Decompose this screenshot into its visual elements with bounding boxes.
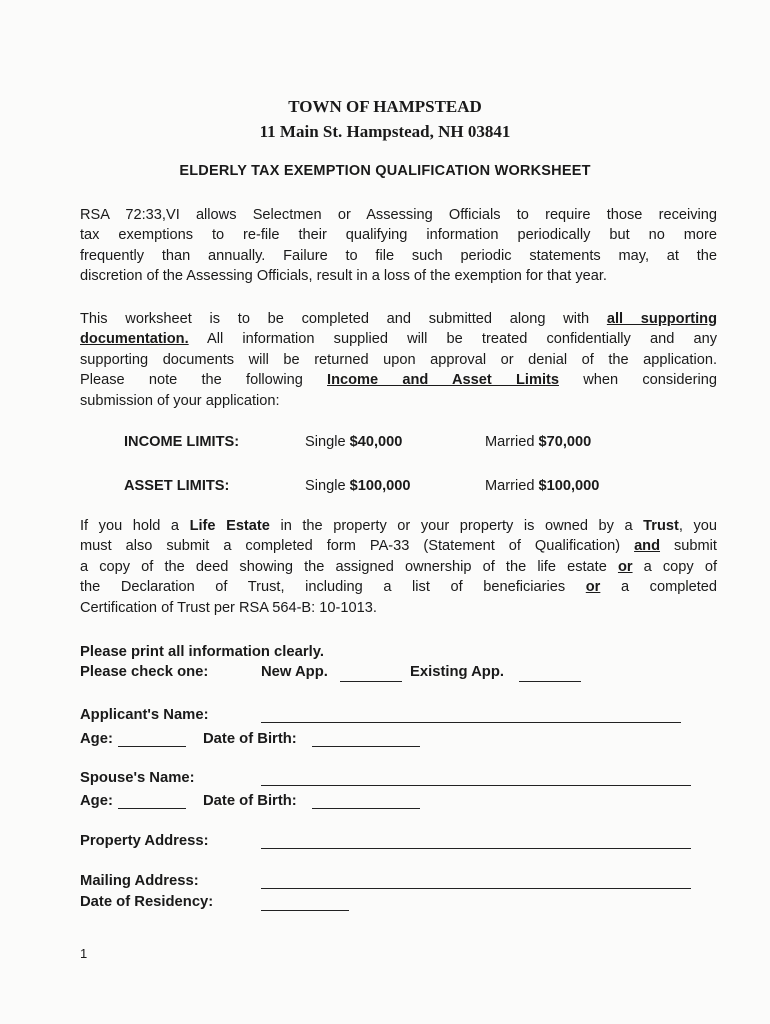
existing-app-checkline[interactable] <box>519 681 581 682</box>
asset-limits-label: ASSET LIMITS: <box>124 478 230 494</box>
property-address-field[interactable] <box>261 848 691 849</box>
intro-paragraph <box>80 205 717 287</box>
income-married: Married $70,000 <box>485 434 592 450</box>
spouse-dob-label: Date of Birth: <box>203 793 297 809</box>
spouse-age-field[interactable] <box>118 808 186 809</box>
new-app-checkline[interactable] <box>340 681 402 682</box>
dob-field[interactable] <box>312 746 420 747</box>
mailing-address-field[interactable] <box>261 888 691 889</box>
date-residency-field[interactable] <box>261 910 349 911</box>
print-notice: Please print all information clearly. <box>80 644 324 660</box>
documentation-emphasis: documentation. <box>80 331 189 348</box>
instructions-paragraph: This worksheet is to be completed and submitted along with all supporting documentation. All information supplied will be treated confidentially and any supporting documents will be returned upon approval or denial of the application. Please note the following Income and Asset Limits when considering submission of your application: <box>80 311 718 409</box>
life-estate-paragraph: If you hold a Life Estate in the property or your property is owned by a Trust, you must also submit a completed form PA-33 (Statement of Qualification) and submit a copy of the deed showing the assigned ownership of the life estate or a copy of the Declaration of Trust, including a list of beneficiaries or a completed Certification of Trust per RSA 564-B: 10-1013. <box>80 518 717 616</box>
town-name: TOWN OF HAMPSTEAD <box>288 97 482 116</box>
intro-line: discretion of the Assessing Officials, result in a loss of the exemption for that year. <box>80 268 607 285</box>
asset-married: Married $100,000 <box>485 478 600 494</box>
spouse-dob-field[interactable] <box>312 808 420 809</box>
asset-single: Single $100,000 <box>305 478 411 494</box>
property-address-label: Property Address: <box>80 833 209 849</box>
spouse-name-label: Spouse's Name: <box>80 770 195 786</box>
form-title: ELDERLY TAX EXEMPTION QUALIFICATION WORKSHEET <box>179 163 591 179</box>
mailing-address-label: Mailing Address: <box>80 873 199 889</box>
age-label: Age: <box>80 731 113 747</box>
new-app-label: New App. <box>261 664 328 680</box>
applicant-name-label: Applicant's Name: <box>80 707 209 723</box>
intro-line: RSA 72:33,VI allows Selectmen or Assessing Officials to require those receiving <box>80 207 717 223</box>
income-single: Single $40,000 <box>305 434 403 450</box>
applicant-name-field[interactable] <box>261 722 681 723</box>
spouse-age-label: Age: <box>80 793 113 809</box>
check-one-label: Please check one: <box>80 664 209 680</box>
dob-label: Date of Birth: <box>203 731 297 747</box>
spouse-name-field[interactable] <box>261 785 691 786</box>
limits-emphasis: Income and Asset Limits <box>327 372 559 389</box>
existing-app-label: Existing App. <box>410 664 504 680</box>
page-number: 1 <box>80 946 88 961</box>
intro-line: tax exemptions to re-file their qualifying information periodically but no more <box>80 227 717 244</box>
supporting-emphasis: all supporting <box>606 311 718 327</box>
income-limits-label: INCOME LIMITS: <box>124 434 240 450</box>
intro-line: frequently than annually. Failure to file such periodic statements may, at the <box>80 247 717 264</box>
age-field[interactable] <box>118 746 186 747</box>
date-residency-label: Date of Residency: <box>80 894 214 910</box>
town-address: 11 Main St. Hampstead, NH 03841 <box>259 122 511 141</box>
